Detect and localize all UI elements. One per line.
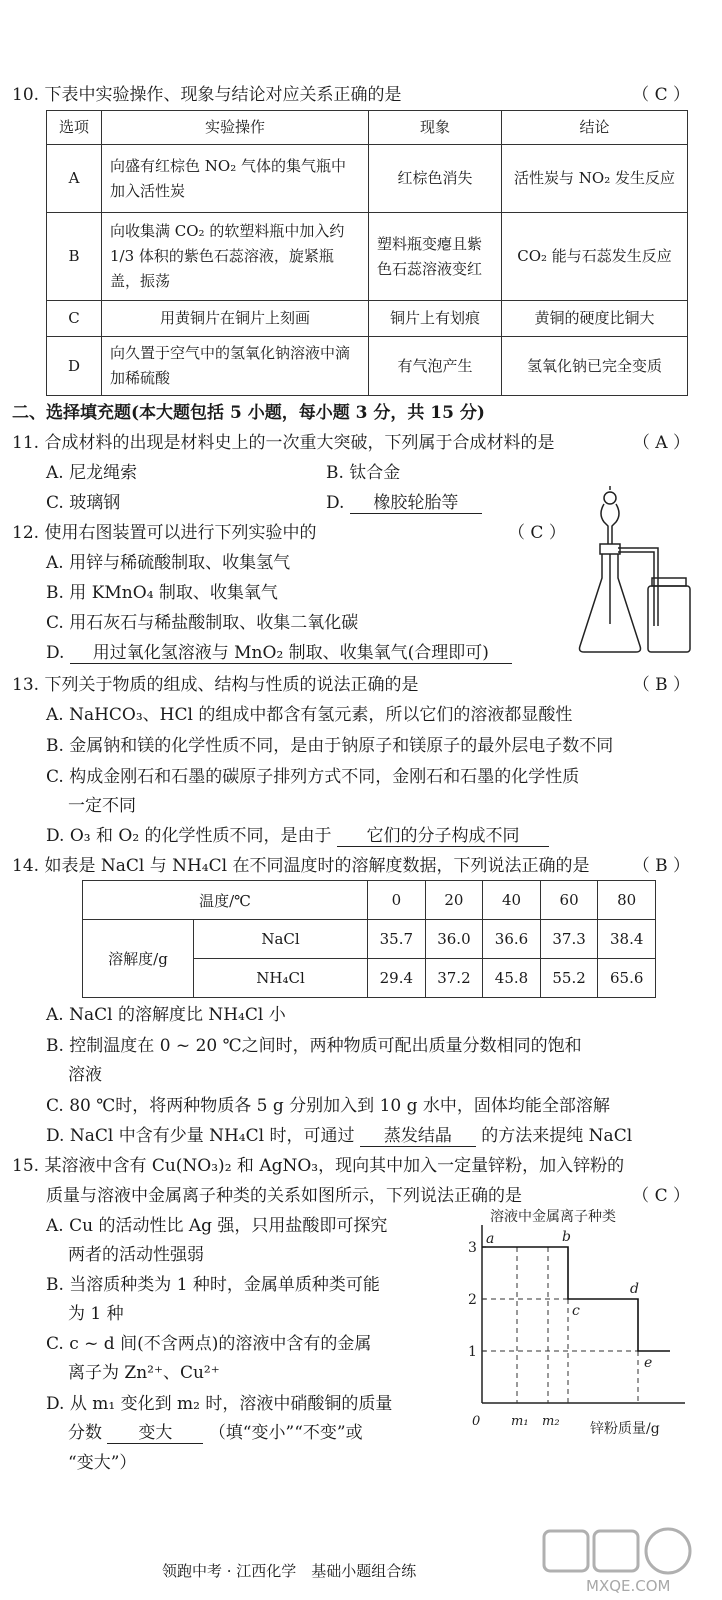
table-header: 温度/℃: [83, 881, 368, 920]
q12-option-a: A. 用锌与稀硫酸制取、收集氢气: [46, 553, 291, 573]
table-header-row: [47, 111, 688, 145]
q13-option-c: C. 构成金刚石和石墨的碳原子排列方式不同，金刚石和石墨的化学性质: [46, 767, 580, 787]
table-cell: 铜片上有划痕: [369, 301, 502, 337]
table-cell: 黄铜的硬度比铜大: [502, 301, 688, 337]
q13-option-d: [46, 821, 549, 847]
q15-d-suffix: （填“变小”“不变”或: [208, 1423, 363, 1443]
table-row: [83, 881, 656, 920]
q12-option-c: C. 用石灰石与稀盐酸制取、收集二氧化碳: [46, 613, 359, 633]
q12-d-fill: 用过氧化氢溶液与 MnO₂ 制取、收集氧气(合理即可): [70, 638, 512, 664]
chart-point-label: a: [486, 1231, 495, 1247]
q11-d-fill: 橡胶轮胎等: [350, 488, 482, 514]
q14-option-a: A. NaCl 的溶解度比 NH₄Cl 小: [46, 1005, 286, 1025]
table-header: 实验操作: [102, 111, 369, 145]
q12-answer: （ C ）: [508, 523, 566, 543]
table-cell: 29.4: [368, 959, 426, 998]
table-cell: 用黄铜片在铜片上刻画: [102, 301, 369, 337]
q14-answer: （ B ）: [632, 856, 690, 876]
table-cell: 向收集满 CO₂ 的软塑料瓶中加入约 1/3 体积的紫色石蕊溶液，旋紧瓶盖，振荡: [102, 213, 369, 301]
q11-option-d: [326, 488, 482, 514]
table-cell: 36.6: [483, 920, 541, 959]
table-header: 40: [483, 881, 541, 920]
table-cell: A: [47, 145, 102, 213]
q15-option-a-cont: 两者的活动性强弱: [68, 1245, 204, 1265]
table-cell: 45.8: [483, 959, 541, 998]
q15-option-d-cont: [68, 1418, 363, 1444]
q10-table: [46, 110, 688, 396]
chart-y-tick: 3: [468, 1240, 477, 1256]
q11-answer: （ A ）: [632, 433, 690, 453]
q12-option-b: B. 用 KMnO₄ 制取、收集氧气: [46, 583, 278, 603]
q14-option-b: B. 控制温度在 0 ~ 20 ℃之间时，两种物质可配出质量分数相同的饱和: [46, 1036, 582, 1056]
table-cell: CO₂ 能与石蕊发生反应: [502, 213, 688, 301]
chart-x-tick: m₂: [542, 1414, 560, 1429]
q11-d-prefix: D.: [326, 493, 345, 513]
q15-option-c-cont: 离子为 Zn²⁺、Cu²⁺: [68, 1363, 220, 1383]
chart-point-label: e: [644, 1355, 653, 1371]
q13-answer: （ B ）: [632, 675, 690, 695]
table-cell: 37.2: [425, 959, 483, 998]
q11-option-c: C. 玻璃钢: [46, 493, 121, 513]
q15-d-fill: 变大: [107, 1418, 203, 1444]
table-cell: 向久置于空气中的氢氧化钠溶液中滴加稀硫酸: [102, 337, 369, 396]
table-row: [47, 213, 688, 301]
table-cell: 36.0: [425, 920, 483, 959]
q15-d-prefix: 分数: [68, 1423, 102, 1443]
table-header: 结论: [502, 111, 688, 145]
table-row-label: NH₄Cl: [194, 959, 368, 998]
q12-stem: 12. 使用右图装置可以进行下列实验中的: [12, 523, 317, 543]
table-cell: 有气泡产生: [369, 337, 502, 396]
q13-d-prefix: D. O₃ 和 O₂ 的化学性质不同，是由于: [46, 826, 332, 846]
chart-x-tick: 0: [472, 1414, 481, 1429]
table-cell: B: [47, 213, 102, 301]
q15-option-b: B. 当溶质种类为 1 种时，金属单质种类可能: [46, 1275, 380, 1295]
table-cell: 55.2: [540, 959, 598, 998]
ion-species-chart: [460, 1205, 710, 1455]
chart-x-label: 锌粉质量/g: [590, 1421, 660, 1437]
chart-y-label: 溶液中金属离子种类: [490, 1209, 616, 1225]
table-row: [47, 145, 688, 213]
q14-d-fill: 蒸发结晶: [360, 1121, 476, 1147]
table-header: 选项: [47, 111, 102, 145]
q13-d-fill: 它们的分子构成不同: [337, 821, 549, 847]
table-row: [47, 301, 688, 337]
chart-y-tick: 2: [468, 1292, 477, 1308]
q14-d-prefix: D. NaCl 中含有少量 NH₄Cl 时，可通过: [46, 1126, 355, 1146]
q15-option-c: C. c ~ d 间(不含两点)的溶液中含有的金属: [46, 1334, 372, 1354]
q15-stem-cont: 质量与溶液中金属离子种类的关系如图所示，下列说法正确的是: [46, 1186, 522, 1206]
svg-text:MXQE.COM: MXQE.COM: [586, 1577, 671, 1595]
page-footer: 领跑中考 · 江西化学 基础小题组合练: [162, 1562, 417, 1580]
chart-y-tick: 1: [468, 1344, 477, 1360]
table-cell: 65.6: [598, 959, 656, 998]
table-cell: C: [47, 301, 102, 337]
table-header: 20: [425, 881, 483, 920]
q11-option-a: A. 尼龙绳索: [46, 463, 138, 483]
q12-option-d: [46, 638, 512, 664]
gas-apparatus-diagram: [574, 486, 694, 658]
q14-table: [82, 880, 656, 998]
table-cell: 35.7: [368, 920, 426, 959]
table-cell: 向盛有红棕色 NO₂ 气体的集气瓶中加入活性炭: [102, 145, 369, 213]
q10-answer: （ C ）: [632, 85, 690, 105]
q11-option-b: B. 钛合金: [326, 463, 401, 483]
table-header: 80: [598, 881, 656, 920]
q11-stem: 11. 合成材料的出现是材料史上的一次重大突破，下列属于合成材料的是: [12, 433, 555, 453]
chart-point-label: d: [630, 1281, 639, 1297]
table-cell: D: [47, 337, 102, 396]
chart-x-tick: m₁: [511, 1414, 529, 1429]
q14-option-c: C. 80 ℃时，将两种物质各 5 g 分别加入到 10 g 水中，固体均能全部溶解: [46, 1096, 610, 1116]
q13-option-b: B. 金属钠和镁的化学性质不同，是由于钠原子和镁原子的最外层电子数不同: [46, 736, 614, 756]
table-header: 0: [368, 881, 426, 920]
table-header: 现象: [369, 111, 502, 145]
q14-option-b-cont: 溶液: [68, 1065, 102, 1085]
table-cell: 红棕色消失: [369, 145, 502, 213]
q13-option-c-cont: 一定不同: [68, 796, 136, 816]
q15-option-a: A. Cu 的活动性比 Ag 强，只用盐酸即可探究: [46, 1216, 388, 1236]
section-heading: 二、选择填充题(本大题包括 5 小题，每小题 3 分，共 15 分): [12, 403, 485, 423]
q15-answer: （ C ）: [632, 1186, 690, 1206]
q15-option-d: D. 从 m₁ 变化到 m₂ 时，溶液中硝酸铜的质量: [46, 1394, 393, 1414]
chart-point-label: b: [562, 1229, 571, 1245]
table-cell: 塑料瓶变瘪且紫色石蕊溶液变红: [369, 213, 502, 301]
q15-option-d-cont2: “变大”）: [68, 1453, 137, 1473]
table-row: [83, 920, 656, 959]
q10-stem: 10. 下表中实验操作、现象与结论对应关系正确的是: [12, 85, 402, 105]
q13-stem: 13. 下列关于物质的组成、结构与性质的说法正确的是: [12, 675, 419, 695]
table-row-label: 溶解度/g: [83, 920, 194, 998]
q14-stem: 14. 如表是 NaCl 与 NH₄Cl 在不同温度时的溶解度数据，下列说法正确的是: [12, 856, 590, 876]
chart-point-label: c: [572, 1303, 580, 1319]
table-row: [47, 337, 688, 396]
q12-d-prefix: D.: [46, 643, 65, 663]
table-cell: 氢氧化钠已完全变质: [502, 337, 688, 396]
table-cell: 活性炭与 NO₂ 发生反应: [502, 145, 688, 213]
q15-stem: 15. 某溶液中含有 Cu(NO₃)₂ 和 AgNO₃，现向其中加入一定量锌粉，加入锌粉的: [12, 1156, 625, 1176]
table-row-label: NaCl: [194, 920, 368, 959]
watermark-logo: [540, 1525, 716, 1597]
q14-d-suffix: 的方法来提纯 NaCl: [481, 1126, 633, 1146]
table-cell: 37.3: [540, 920, 598, 959]
table-cell: 38.4: [598, 920, 656, 959]
table-header: 60: [540, 881, 598, 920]
q14-option-d: [46, 1121, 632, 1147]
q13-option-a: A. NaHCO₃、HCl 的组成中都含有氢元素，所以它们的溶液都显酸性: [46, 705, 573, 725]
q15-option-b-cont: 为 1 种: [68, 1304, 124, 1324]
